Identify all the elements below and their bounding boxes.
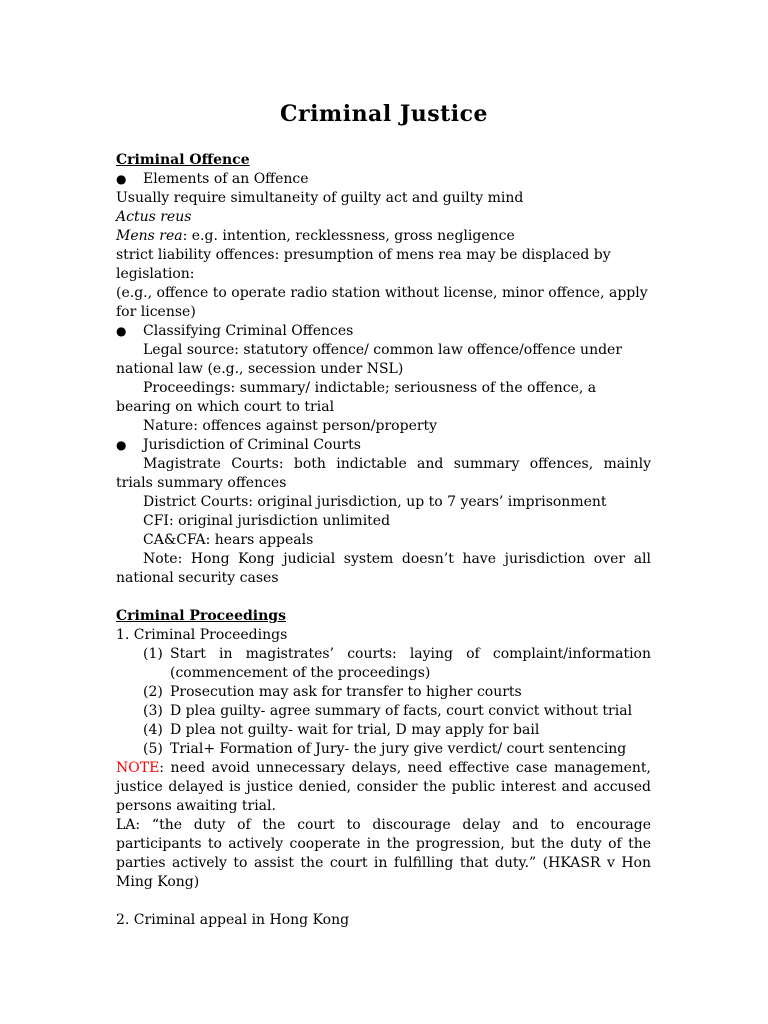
paragraph-example: (e.g., offence to operate radio station without license, minor offence, apply for license) (116, 285, 648, 320)
paragraph-strict-liability: strict liability offences: presumption of mens rea may be displaced by legislation: (116, 247, 611, 282)
document-body (116, 151, 651, 930)
paragraph-district-courts: District Courts: original jurisdiction, up to 7 years’ imprisonment (143, 494, 607, 510)
paragraph-proceedings: Proceedings: summary/ indictable; seriousness of the offence, a bearing on which court to trial (116, 380, 597, 415)
step-number: (1) (143, 646, 163, 662)
paragraph-note-delays (116, 759, 651, 816)
note-text: : need avoid unnecessary delays, need effective case management, justice delayed is justice denied, consider the public interest and accused persons awaiting trial. (116, 760, 651, 814)
bullet-icon: ● (116, 172, 127, 186)
term-actus-reus: Actus reus (116, 209, 192, 225)
step-number: (3) (143, 703, 163, 719)
paragraph-ca-cfa: CA&CFA: hears appeals (143, 532, 314, 548)
list-item-criminal-proceedings: 1. Criminal Proceedings (116, 627, 288, 643)
blank-line (116, 588, 651, 607)
section-heading-criminal-offence: Criminal Offence (116, 152, 250, 168)
paragraph-note: Note: Hong Kong judicial system doesn’t have jurisdiction over all national security cases (116, 551, 651, 586)
step-number: (2) (143, 684, 163, 700)
section-heading-criminal-proceedings: Criminal Proceedings (116, 608, 286, 624)
blank-line (116, 892, 651, 911)
bullet-classifying (116, 322, 651, 341)
step-item (116, 683, 651, 702)
page-title: Criminal Justice (279, 101, 489, 127)
mens-rea-text: : e.g. intention, recklessness, gross negligence (182, 228, 515, 244)
step-text: D plea guilty- agree summary of facts, court convict without trial (170, 703, 633, 719)
bullet-icon: ● (116, 438, 127, 452)
paragraph-la-quote: LA: “the duty of the court to discourage delay and to encourage participants to actively cooperate in the progression, but the duty of the parties actively to assist the court in fulfilling that duty.” (HKASR v Hon Ming Kong) (116, 817, 651, 890)
paragraph-legal-source: Legal source: statutory offence/ common law offence/offence under national law (e.g., secession under NSL) (116, 342, 623, 377)
paragraph-cfi: CFI: original jurisdiction unlimited (143, 513, 391, 529)
bullet-icon: ● (116, 324, 127, 338)
step-item (116, 702, 651, 721)
step-text: Start in magistrates’ courts: laying of complaint/information (commencement of the proceedings) (170, 646, 651, 681)
bullet-text: Classifying Criminal Offences (143, 323, 354, 339)
step-item (116, 645, 651, 683)
step-text: Prosecution may ask for transfer to higher courts (170, 684, 522, 700)
bullet-text: Jurisdiction of Criminal Courts (143, 437, 361, 453)
bullet-elements (116, 170, 651, 189)
paragraph-nature: Nature: offences against person/property (143, 418, 438, 434)
paragraph-mens-rea (116, 227, 651, 246)
term-mens-rea: Mens rea (116, 228, 183, 244)
step-item (116, 721, 651, 740)
note-label: NOTE (116, 760, 160, 776)
step-number: (5) (143, 741, 163, 757)
step-item (116, 740, 651, 759)
step-number: (4) (143, 722, 163, 738)
bullet-jurisdiction (116, 436, 651, 455)
list-item-criminal-appeal: 2. Criminal appeal in Hong Kong (116, 912, 350, 928)
step-text: D plea not guilty- wait for trial, D may apply for bail (170, 722, 540, 738)
paragraph-simultaneity: Usually require simultaneity of guilty act and guilty mind (116, 190, 524, 206)
step-text: Trial+ Formation of Jury- the jury give verdict/ court sentencing (170, 741, 627, 757)
bullet-text: Elements of an Offence (143, 171, 309, 187)
paragraph-magistrate-courts: Magistrate Courts: both indictable and summary offences, mainly trials summary offences (116, 456, 651, 491)
